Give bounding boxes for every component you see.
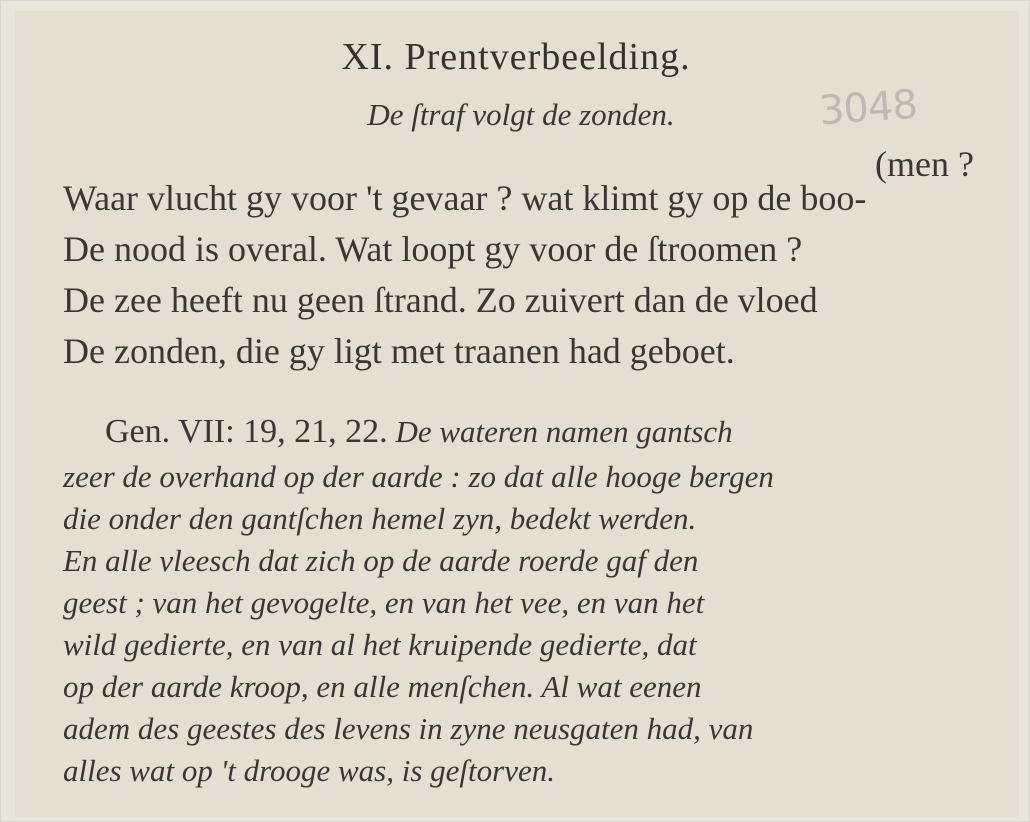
- poem-line: De nood is overal. Wat loopt gy voor de ſtroomen ?: [63, 229, 803, 269]
- verse-reference: Gen. VII: 19, 21, 22.: [105, 413, 388, 450]
- page-subtitle: De ſtraf volgt de zonden.: [367, 97, 675, 132]
- verse-line: op der aarde kroop, en alle menſchen. Al wat eenen: [63, 669, 702, 704]
- verse-line: adem des geestes des levens in zyne neusgaten had, van: [63, 711, 754, 746]
- poem-line-overflow: (men ?: [875, 144, 974, 184]
- poem-line: De zonden, die gy ligt met traanen had geboet.: [63, 331, 735, 371]
- verse-first-line-text: De wateren namen gantsch: [387, 414, 733, 449]
- page-title: XI. Prentverbeelding.: [341, 36, 691, 78]
- verse-first-line: [105, 413, 733, 451]
- poem-line: Waar vlucht gy voor 't gevaar ? wat klimt gy op de boo-: [63, 178, 867, 218]
- verse-line: geest ; van het gevogelte, en van het vee, en van het: [63, 585, 705, 620]
- verse-line: En alle vleesch dat zich op de aarde roerde gaf den: [63, 543, 699, 578]
- verse-line: wild gedierte, en van al het kruipende gedierte, dat: [63, 627, 697, 662]
- verse-line: die onder den gantſchen hemel zyn, bedekt werden.: [63, 501, 697, 536]
- verse-line: zeer de overhand op der aarde : zo dat alle hooge bergen: [63, 459, 774, 494]
- pencil-annotation: 3048: [817, 81, 919, 135]
- poem-line: De zee heeft nu geen ſtrand. Zo zuivert dan de vloed: [63, 280, 818, 320]
- verse-line: alles wat op 't drooge was, is geſtorven.: [63, 753, 555, 788]
